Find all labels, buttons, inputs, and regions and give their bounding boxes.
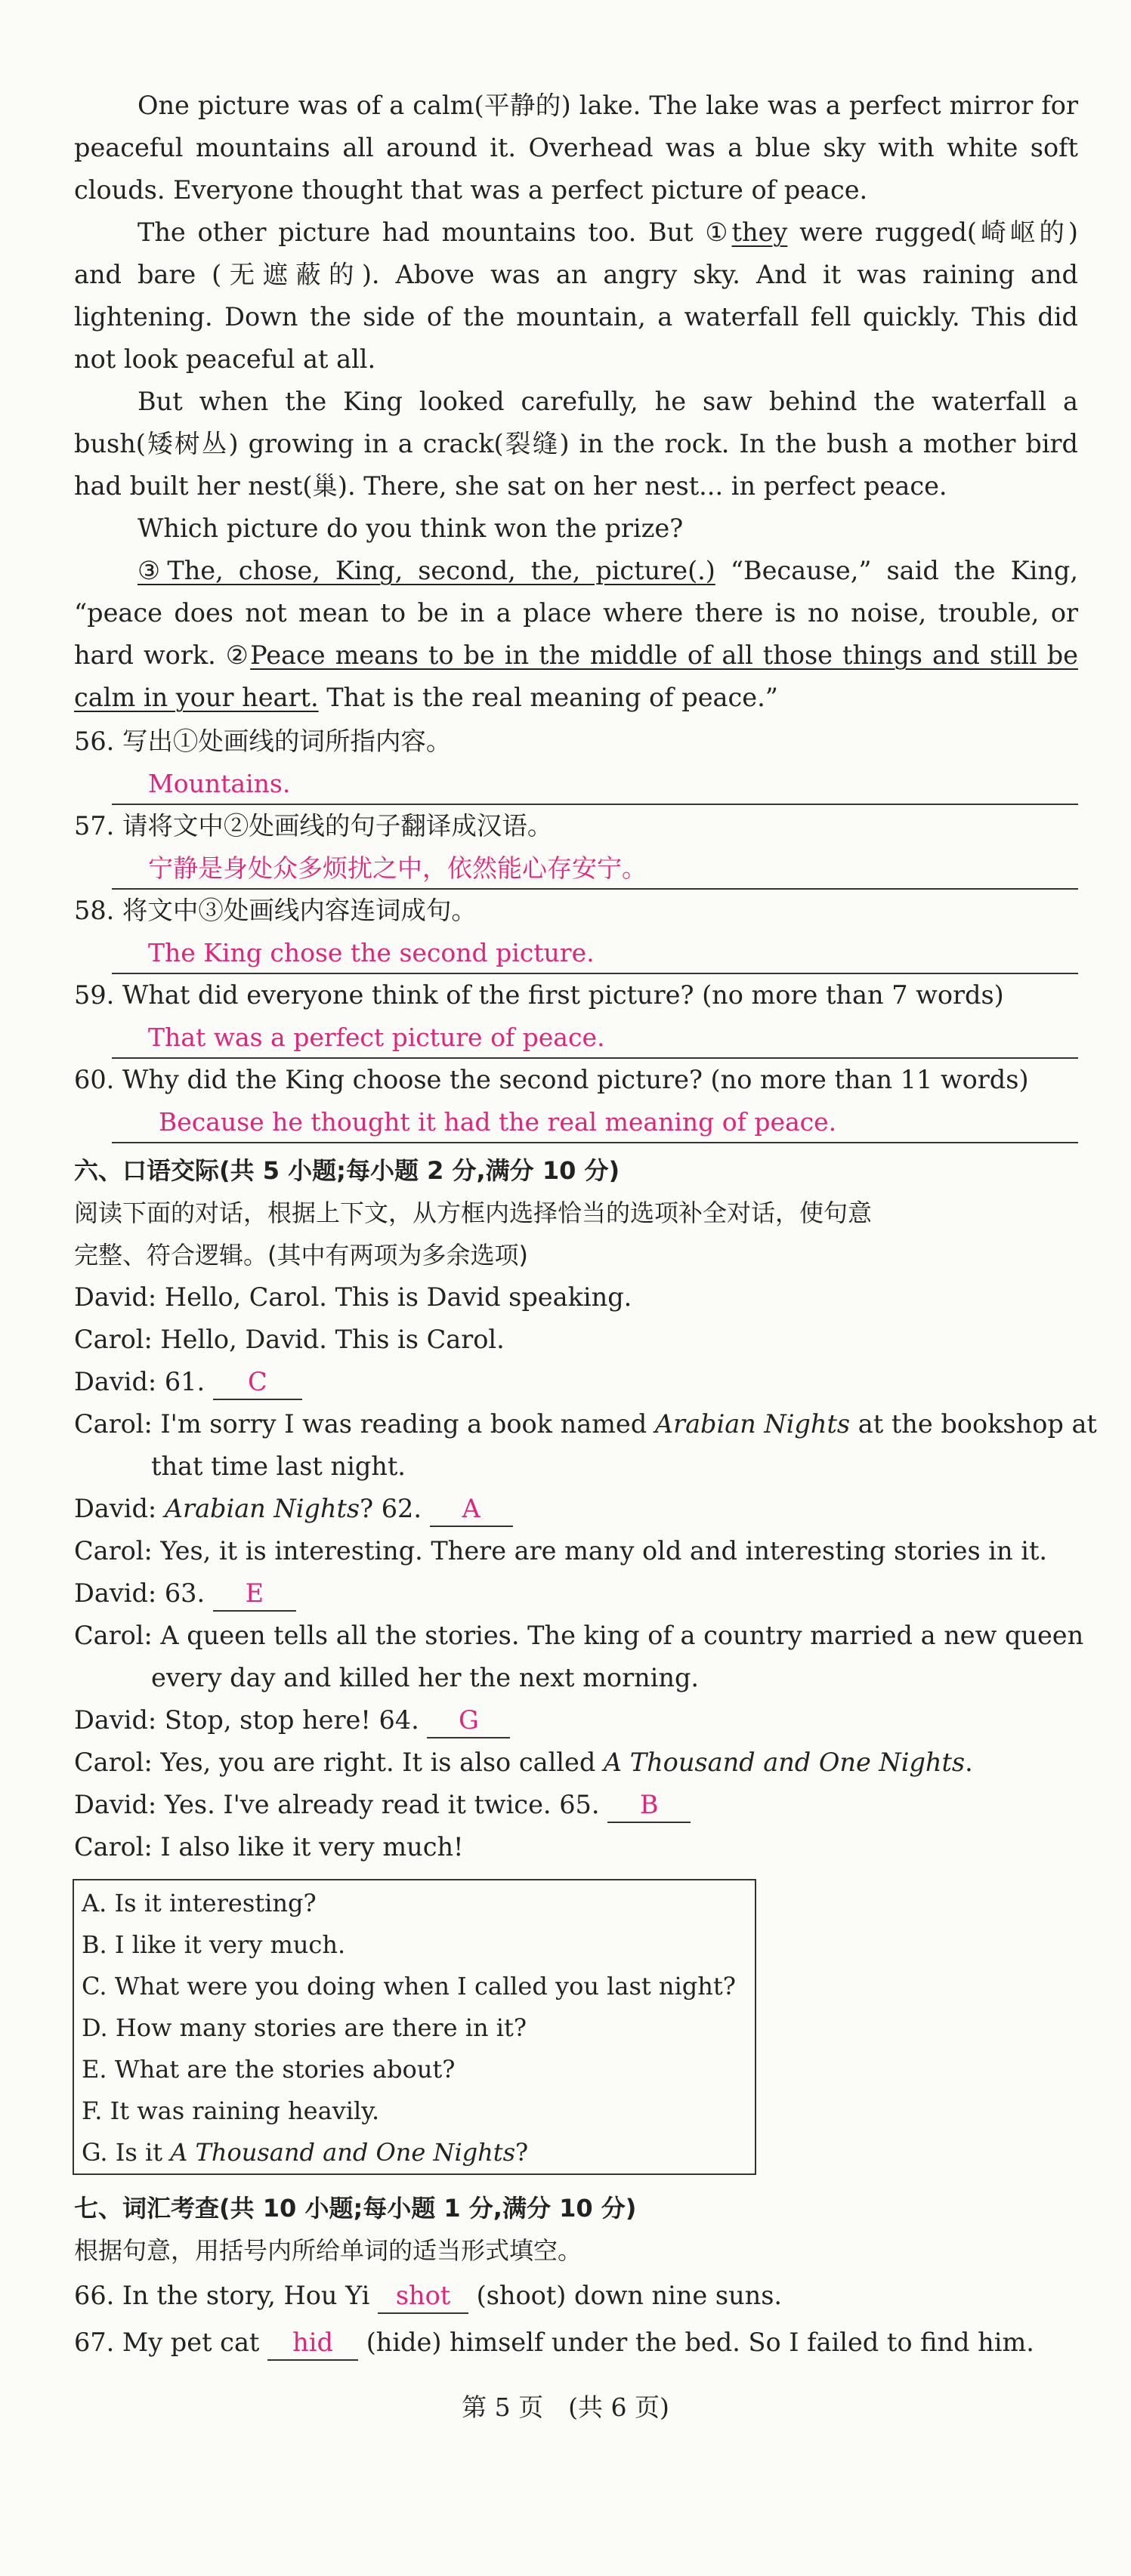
question-66: [74, 2275, 1078, 2317]
section-6-title: 六、口语交际(共 5 小题;每小题 2 分,满分 10 分): [74, 1156, 620, 1185]
passage-text: Which picture do you think won the prize?: [138, 514, 684, 543]
question-60: 60. Why did the King choose the second picture? (no more than 11 words): [74, 1065, 1029, 1094]
section-7-instruction: 根据句意，用括号内所给单词的适当形式填空。: [74, 2236, 582, 2265]
option-e: E. What are the stories about?: [82, 2055, 456, 2084]
book-title: Arabian Nights: [654, 1409, 851, 1439]
passage-text: The other picture had mountains too. But ①: [138, 217, 732, 247]
underlined-words-3: ③The, chose, King, second, the, picture(.): [138, 556, 715, 585]
dialogue-line: [74, 1741, 1078, 1784]
dialogue-text: Carol: Yes, you are right. It is also called: [74, 1748, 604, 1777]
passage-text: “Because,” said the King, “peace does not mean to be in a place where there is no noise, trouble, or hard work. ②: [74, 556, 1078, 670]
answer-56: Mountains.: [148, 769, 291, 798]
book-title: A Thousand and One Nights: [603, 1748, 966, 1777]
passage-text: One picture was of a calm(平静的) lake. The lake was a perfect mirror for peaceful mountains all around it. Overhead was a blue sky with white soft clouds. Everyone thought that was a perfect picture of peace.: [74, 91, 1078, 205]
option-f: F. It was raining heavily.: [82, 2096, 380, 2125]
question-57: 57. 请将文中②处画线的句子翻译成汉语。: [74, 811, 553, 841]
passage-paragraph-3: [74, 381, 1078, 507]
blank-65[interactable]: B: [607, 1788, 691, 1823]
dialogue-text: David:: [74, 1494, 165, 1523]
dialogue-line: Carol: I also like it very much!: [74, 1832, 464, 1862]
question-text: 66. In the story, Hou Yi: [74, 2281, 370, 2310]
dialogue-text: David: Stop, stop here! 64.: [74, 1705, 419, 1735]
question-67: [74, 2321, 1078, 2364]
dialogue-text: Carol: I'm sorry I was reading a book named: [74, 1409, 655, 1439]
option-g: [82, 2131, 528, 2173]
answer-line-57[interactable]: [112, 849, 1078, 890]
dialogue-text: David: 61.: [74, 1367, 205, 1396]
blank-67[interactable]: hid: [267, 2326, 358, 2361]
book-title: A Thousand and One Nights: [170, 2138, 516, 2167]
underlined-sentence-2: Peace means to be in the middle of all those things and still be calm in your heart.: [74, 640, 1078, 712]
passage-text: But when the King looked carefully, he saw behind the waterfall a bush(矮树丛) growing in a crack(裂缝) in the rock. In the bush a mother bird had built her nest(巢). There, she sat on her nest... in perfect peace.: [74, 387, 1078, 501]
answer-line-60[interactable]: [112, 1103, 1078, 1143]
page-footer: 第 5 页 (共 6 页): [462, 2392, 669, 2422]
answer-60: Because he thought it had the real meaning of peace.: [159, 1107, 837, 1137]
dialogue-line-continued: every day and killed her the next morning.: [151, 1663, 700, 1692]
dialogue-line-continued: that time last night.: [151, 1452, 406, 1481]
dialogue-line: [74, 1403, 1097, 1445]
blank-62[interactable]: A: [430, 1492, 513, 1527]
passage-paragraph-4: [74, 507, 1078, 550]
section-7-title: 七、词汇考查(共 10 小题;每小题 1 分,满分 10 分): [74, 2194, 637, 2223]
underlined-word-1: they: [731, 217, 788, 247]
dialogue-text: David: 63.: [74, 1578, 205, 1608]
dialogue-text: David: Yes. I've already read it twice. 65.: [74, 1790, 600, 1819]
answer-line-56[interactable]: [112, 764, 1078, 805]
dialogue-line: Carol: A queen tells all the stories. The king of a country married a new queen: [74, 1621, 1084, 1650]
options-box: [73, 1879, 756, 2175]
blank-63[interactable]: E: [213, 1577, 296, 1612]
dialogue-line: [74, 1572, 1078, 1615]
book-title: Arabian Nights: [164, 1494, 360, 1523]
question-56: 56. 写出①处画线的词所指内容。: [74, 727, 452, 756]
passage-text: That is the real meaning of peace.”: [318, 683, 778, 712]
blank-64[interactable]: G: [427, 1704, 510, 1738]
dialogue-text: ? 62.: [360, 1494, 422, 1523]
dialogue-line: [74, 1699, 1078, 1741]
dialogue-text: .: [965, 1748, 973, 1777]
passage-text: were rugged(崎岖的) and bare (无遮蔽的). Above was an angry sky. And it was raining and lightening. Down the side of the mountain, a waterfall fell quickly. This did not look peaceful at all.: [74, 217, 1078, 374]
question-59: 59. What did everyone think of the first picture? (no more than 7 words): [74, 980, 1004, 1010]
question-text: 67. My pet cat: [74, 2328, 260, 2357]
option-b: B. I like it very much.: [82, 1930, 346, 1959]
answer-line-58[interactable]: [112, 933, 1078, 974]
section-6-instruction-2: 完整、符合逻辑。(其中有两项为多余选项): [74, 1241, 528, 1269]
option-text: G. Is it: [82, 2138, 171, 2167]
dialogue-line: Carol: Hello, David. This is Carol.: [74, 1325, 505, 1354]
answer-59: That was a perfect picture of peace.: [148, 1023, 605, 1052]
option-c: C. What were you doing when I called you last night?: [82, 1972, 736, 2001]
answer-58: The King chose the second picture.: [148, 938, 595, 967]
dialogue-line: David: Hello, Carol. This is David speaking.: [74, 1282, 632, 1312]
question-text: (hide) himself under the bed. So I failed to find him.: [366, 2328, 1034, 2357]
dialogue-line: [74, 1361, 1078, 1403]
option-text: ?: [515, 2138, 529, 2167]
dialogue-line: [74, 1488, 1078, 1530]
passage-paragraph-1: [74, 85, 1078, 211]
passage-paragraph-5: [74, 550, 1078, 719]
option-a: A. Is it interesting?: [82, 1889, 317, 1917]
answer-line-59[interactable]: [112, 1018, 1078, 1059]
question-58: 58. 将文中③处画线内容连词成句。: [74, 896, 477, 925]
dialogue-line: [74, 1784, 1078, 1826]
blank-61[interactable]: C: [213, 1365, 302, 1400]
dialogue-text: at the bookshop at: [850, 1409, 1097, 1439]
section-6-instruction-1: 阅读下面的对话，根据上下文，从方框内选择恰当的选项补全对话，使句意: [74, 1199, 873, 1227]
option-d: D. How many stories are there in it?: [82, 2013, 527, 2042]
blank-66[interactable]: shot: [378, 2279, 468, 2314]
answer-57: 宁静是身处众多烦扰之中，依然能心存安宁。: [148, 853, 647, 883]
dialogue-line: Carol: Yes, it is interesting. There are many old and interesting stories in it.: [74, 1536, 1048, 1566]
passage-paragraph-2: [74, 211, 1078, 381]
question-text: (shoot) down nine suns.: [476, 2281, 783, 2310]
